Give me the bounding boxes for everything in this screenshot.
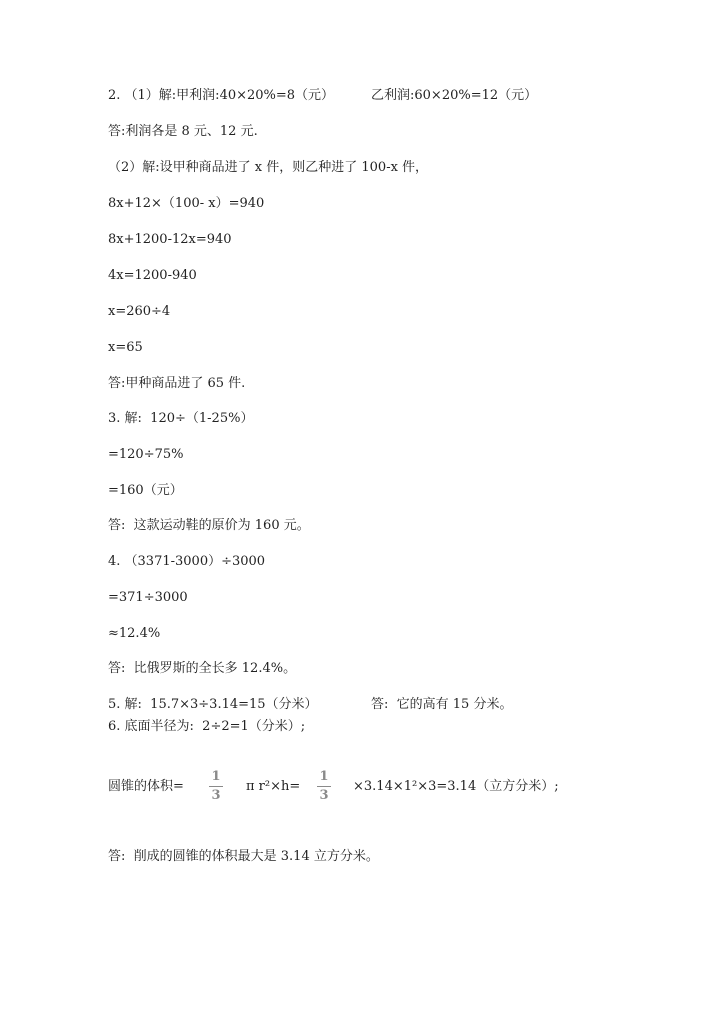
equation-line-5: x=65 <box>108 340 143 355</box>
q2-part1-b-profit: 乙利润:60×20%=12（元） <box>371 88 538 103</box>
fraction-bar <box>209 786 223 787</box>
q6-answer: 答: 削成的圆锥的体积最大是 3.14 立方分米。 <box>108 849 379 864</box>
cone-volume-formula: π r²×h= <box>246 779 301 794</box>
q4-solution-line-2: =371÷3000 <box>108 590 188 605</box>
equation-line-2: 8x+1200-12x=940 <box>108 232 232 247</box>
q4-solution-line-1: 4. （3371-3000）÷3000 <box>108 554 266 569</box>
cone-volume-label: 圆锥的体积= <box>108 779 184 794</box>
q2-part1-line: 2. （1）解:甲利润:40×20%=8（元） <box>108 88 335 103</box>
fraction-numerator: 1 <box>211 769 221 784</box>
fraction-denominator: 3 <box>319 788 329 803</box>
q3-answer: 答: 这款运动鞋的原价为 160 元。 <box>108 518 310 533</box>
q3-solution-line-1: 3. 解: 120÷（1-25%） <box>108 411 254 426</box>
fraction-one-third <box>209 770 223 803</box>
q5-solution: 5. 解: 15.7×3÷3.14=15（分米） <box>108 697 318 712</box>
cone-volume-calculation: ×3.14×1²×3=3.14（立方分米）; <box>353 779 559 794</box>
equation-line-1: 8x+12×（100- x）=940 <box>108 196 265 211</box>
fraction-one-third <box>317 770 331 803</box>
q2-part2-setup: （2）解:设甲种商品进了 x 件，则乙种进了 100-x 件， <box>108 160 429 175</box>
q2-part2-answer: 答:甲种商品进了 65 件. <box>108 376 246 391</box>
q4-solution-line-3: ≈12.4% <box>108 626 161 641</box>
fraction-denominator: 3 <box>211 788 221 803</box>
equation-line-4: x=260÷4 <box>108 304 171 319</box>
equation-line-3: 4x=1200-940 <box>108 268 197 283</box>
q3-solution-line-3: =160（元） <box>108 483 183 498</box>
q5-answer: 答: 它的高有 15 分米。 <box>371 697 513 712</box>
fraction-bar <box>317 786 331 787</box>
q2-part1-answer: 答:利润各是 8 元、12 元. <box>108 124 258 139</box>
q3-solution-line-2: =120÷75% <box>108 447 184 462</box>
q4-answer: 答: 比俄罗斯的全长多 12.4%。 <box>108 661 297 676</box>
fraction-numerator: 1 <box>319 769 329 784</box>
q6-radius: 6. 底面半径为: 2÷2=1（分米）; <box>108 719 306 734</box>
